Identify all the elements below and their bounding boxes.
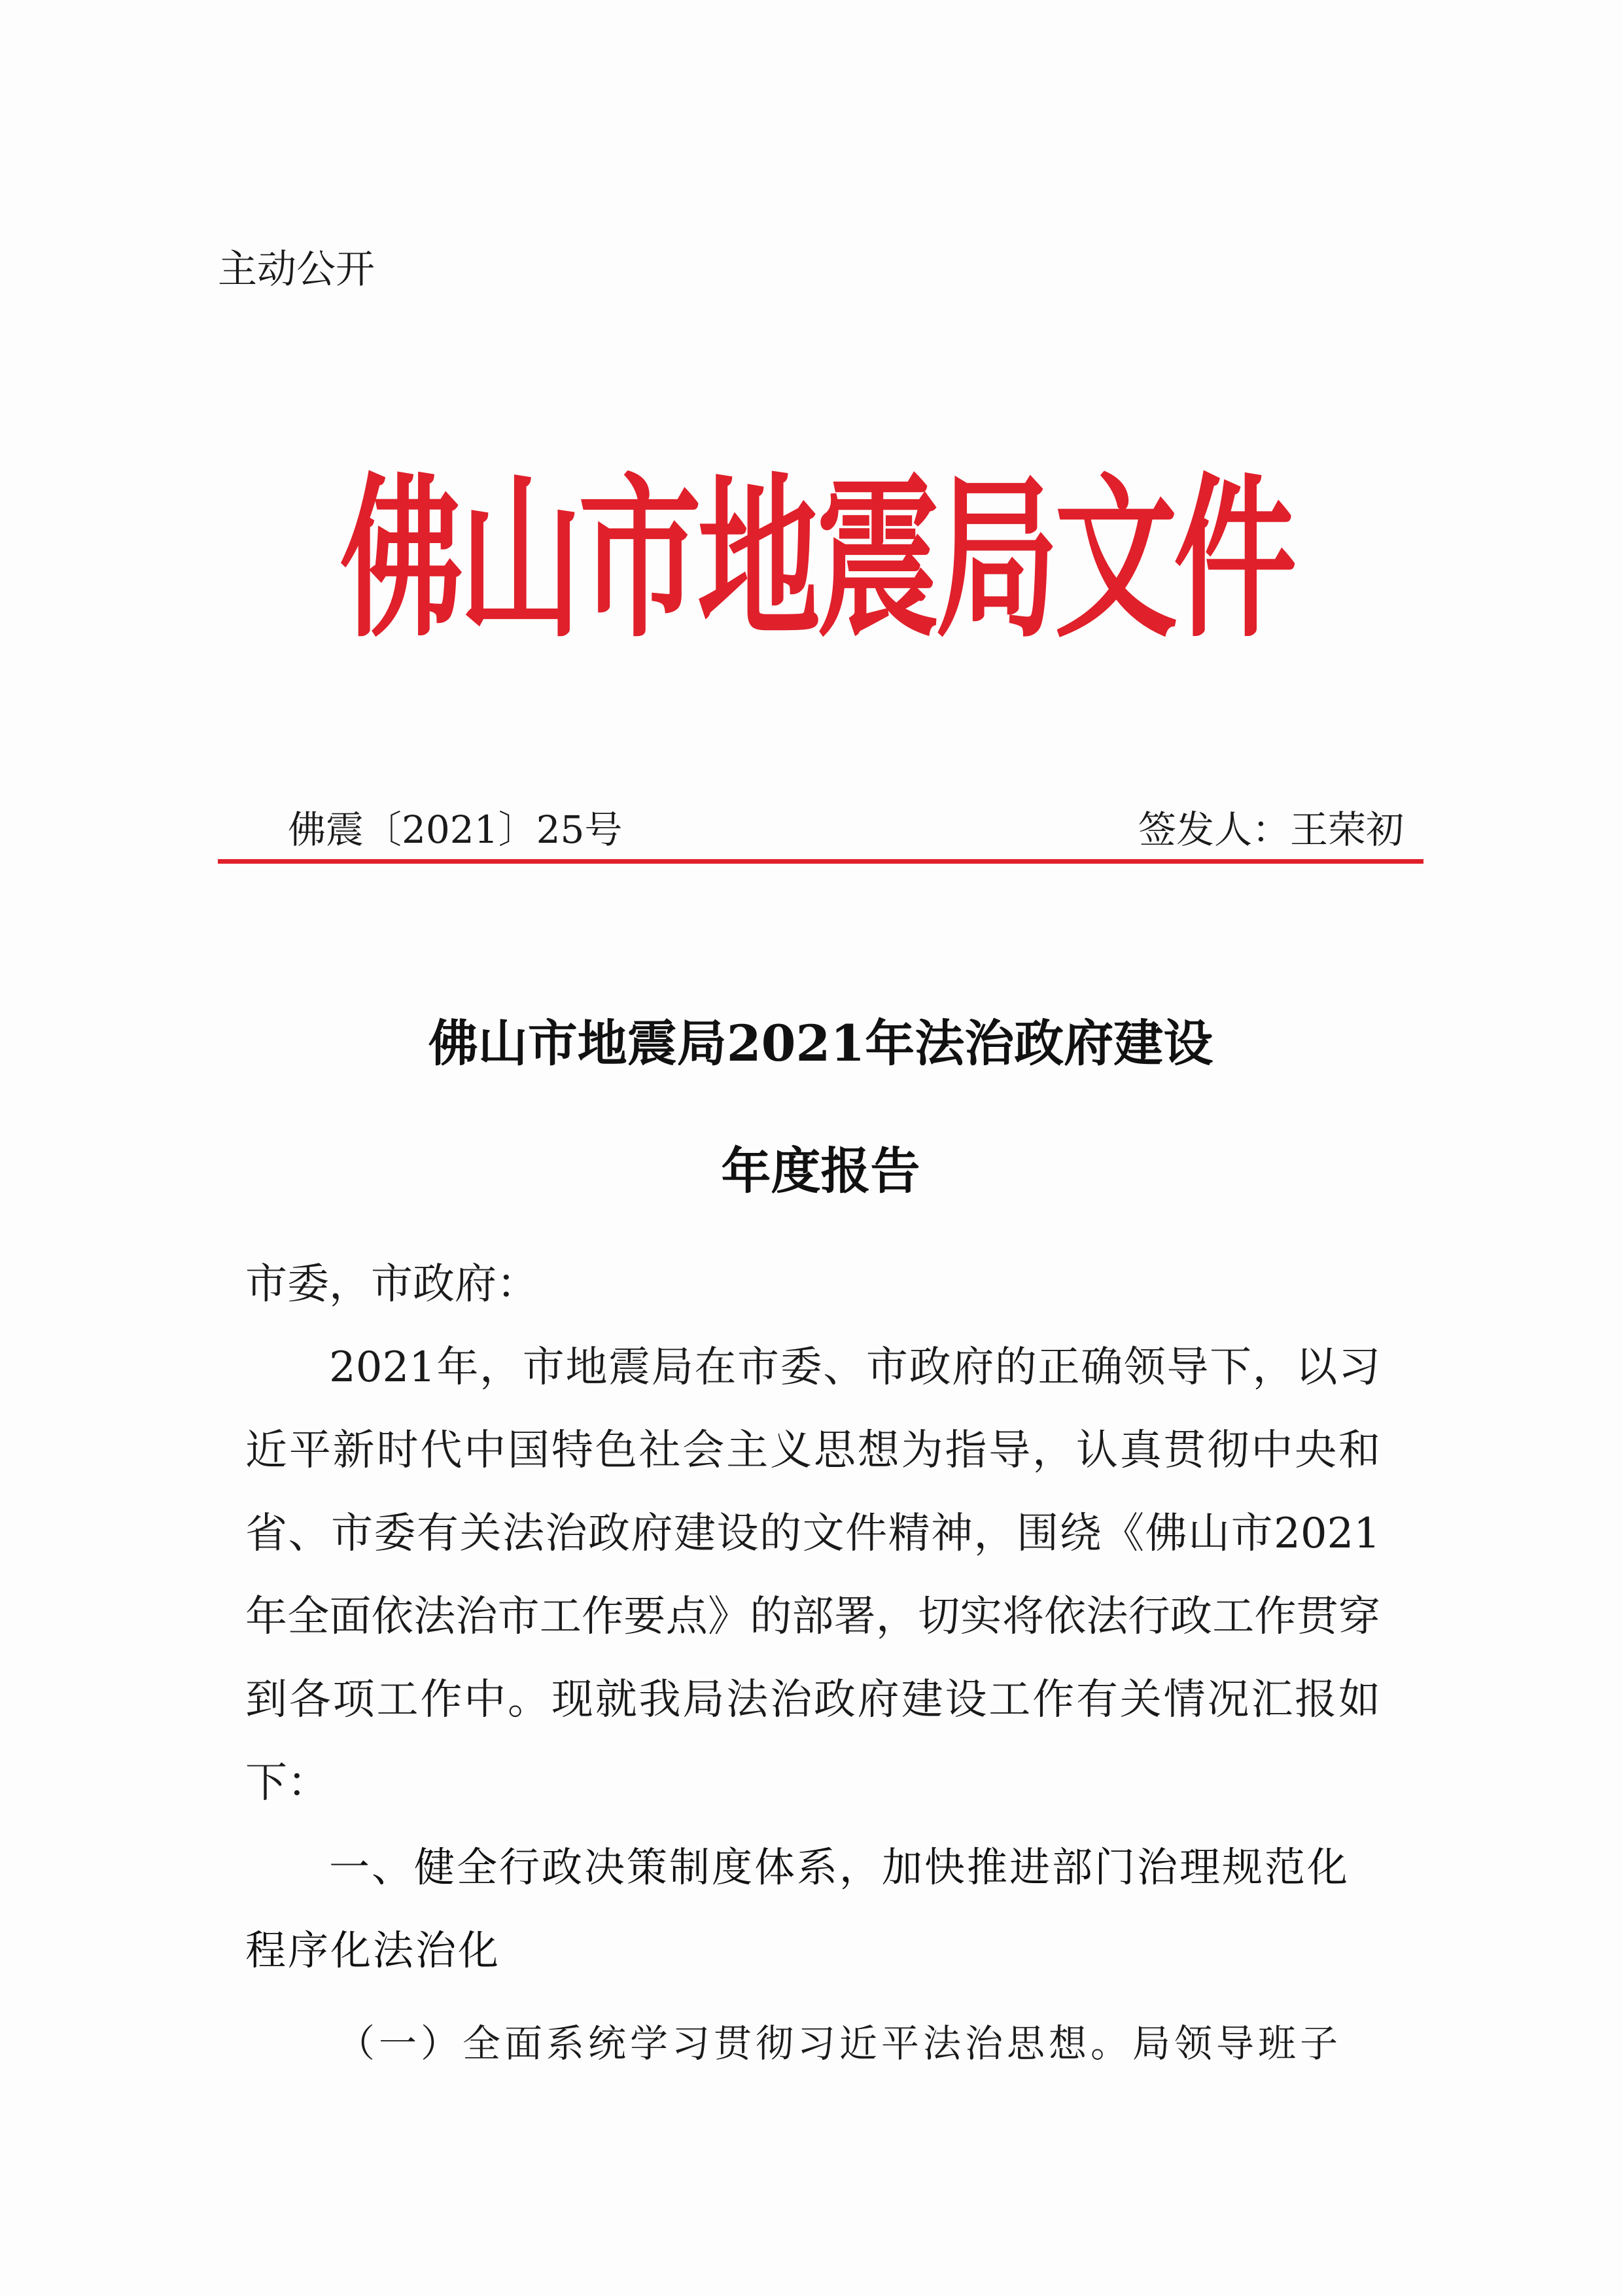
masthead-title: 佛山市地震局文件 [340,456,1293,662]
subsection-paragraph-1: （一）全面系统学习贯彻习近平法治思想。局领导班子 [337,2021,1342,2066]
signer: 签发人：王荣初 [1138,807,1404,852]
document-number: 佛震〔2021〕25号 [288,807,623,852]
section-heading-1: 一、健全行政决策制度体系，加快推进部门治理规范化程序化法治化 [245,1843,1350,1974]
intro-paragraph: 2021年，市地震局在市委、市政府的正确领导下，以习近平新时代中国特色社会主义思想为指导，认真贯彻中央和省、市委有关法治政府建设的文件精神，围绕《佛山市2021年全面依法治市工作要点》的部署，切实将依法行政工作贯穿到各项工作中。现就我局法治政府建设工作有关情况汇报如下： [245,1343,1380,1807]
disclosure-label: 主动公开 [218,247,375,292]
red-divider-line [218,859,1423,864]
report-title-line-1: 佛山市地震局2021年法治政府建设 [428,1014,1213,1072]
report-title-line-2: 年度报告 [721,1142,920,1200]
salutation: 市委，市政府： [245,1260,538,1309]
